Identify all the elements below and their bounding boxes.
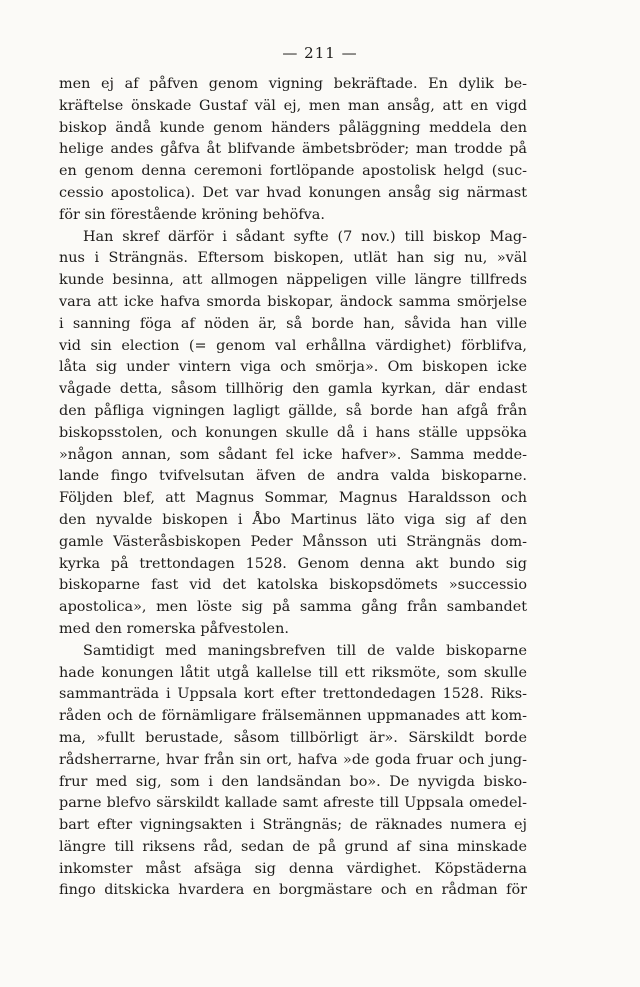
text-line: i sanning föga af nöden är, så borde han, såvida han ville — [59, 315, 527, 332]
text-line: vara att icke hafva smorda biskopar, ändock samma smörjelse — [59, 293, 527, 310]
text-line: rådsherrarne, hvar från sin ort, hafva »de goda fruar och jung- — [59, 751, 527, 768]
text-line: biskoparne fast vid det katolska biskopsdömets »successio — [59, 577, 527, 594]
page-number: — 211 — — [282, 44, 358, 62]
text-line: Följden blef, att Magnus Sommar, Magnus Haraldsson och — [59, 490, 527, 507]
text-line: nus i Strängnäs. Eftersom biskopen, utlät han sig nu, »väl — [59, 250, 527, 267]
text-line: Samtidigt med maningsbrefven till de valde biskoparne — [83, 642, 527, 659]
text-line: hade konungen låtit utgå kallelse till ett riksmöte, som skulle — [59, 664, 527, 681]
text-line: helige andes gåfva åt blifvande ämbetsbröder; man trodde på — [59, 141, 527, 158]
text-line: cessio apostolica). Det var hvad konungen ansåg sig närmast — [59, 184, 527, 201]
text-line: låta sig under vintern viga och smörja». Om biskopen icke — [59, 359, 527, 376]
text-line: gamle Västeråsbiskopen Peder Månsson uti Strängnäs dom- — [59, 533, 527, 550]
text-line: den nyvalde biskopen i Åbo Martinus läto viga sig af den — [59, 511, 527, 528]
text-line: längre till riksens råd, sedan de på grund af sina minskade — [59, 838, 527, 855]
text-line: kunde besinna, att allmogen näppeligen ville längre tillfreds — [59, 272, 527, 289]
text-line: biskopsstolen, och konungen skulle då i hans ställe uppsöka — [59, 424, 527, 441]
text-line: fingo ditskicka hvardera en borgmästare och en rådman för — [59, 882, 527, 899]
text-line: kyrka på trettondagen 1528. Genom denna akt bundo sig — [59, 555, 527, 572]
text-line: bart efter vigningsakten i Strängnäs; de räknades numera ej — [59, 817, 527, 834]
text-line: sammanträda i Uppsala kort efter trettondedagen 1528. Riks- — [59, 686, 527, 703]
text-line: med den romerska påfvestolen. — [59, 620, 289, 637]
text-line: lande fingo tvifvelsutan äfven de andra valda biskoparne. — [59, 468, 527, 485]
text-line: vid sin election (= genom val erhållna värdighet) förblifva, — [59, 337, 527, 354]
text-line: Han skref därför i sådant syfte (7 nov.) till biskop Mag- — [83, 228, 527, 245]
text-line: en genom denna ceremoni fortlöpande apostolisk helgd (suc- — [59, 163, 527, 180]
text-line: råden och de förnämligare frälsemännen uppmanades att kom- — [59, 708, 527, 725]
text-line: apostolica», men löste sig på samma gång från sambandet — [59, 599, 527, 616]
text-line: parne blefvo särskildt kallade samt afreste till Uppsala omedel- — [59, 795, 527, 812]
text-line: frur med sig, som i den landsändan bo». De nyvigda bisko- — [59, 773, 527, 790]
text-line: men ej af påfven genom vigning bekräftade. En dylik be- — [59, 76, 527, 92]
text-line: kräftelse önskade Gustaf väl ej, men man ansåg, att en vigd — [59, 97, 527, 114]
body-text — [59, 74, 527, 902]
text-line: inkomster måst afsäga sig denna värdighet. Köpstäderna — [59, 860, 527, 877]
text-line: »någon annan, som sådant fel icke hafver». Samma medde- — [59, 446, 527, 463]
text-line: vågade detta, såsom tillhörig den gamla kyrkan, där endast — [59, 381, 527, 398]
text-line: biskop ändå kunde genom händers påläggning meddela den — [59, 119, 527, 136]
text-line: ma, »fullt berustade, såsom tillbörligt är». Särskildt borde — [59, 729, 527, 746]
text-line: för sin förestående kröning behöfva. — [59, 206, 325, 223]
text-line: den påfliga vigningen lagligt gällde, så borde han afgå från — [59, 402, 527, 419]
